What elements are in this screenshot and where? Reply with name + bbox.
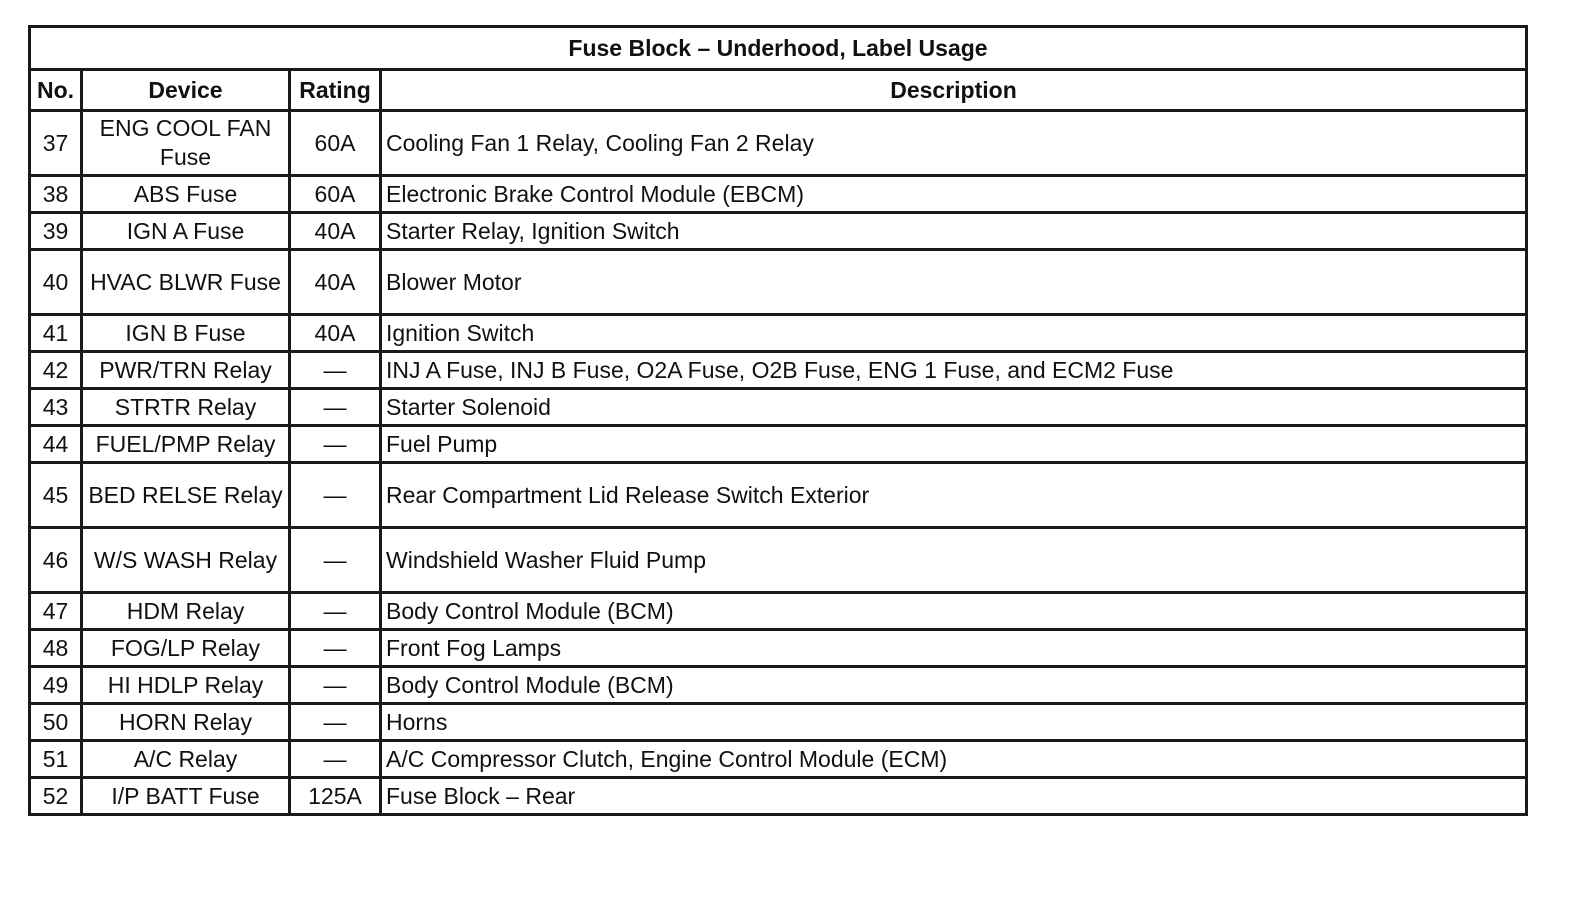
cell-no: 38 bbox=[30, 176, 82, 213]
cell-no: 45 bbox=[30, 463, 82, 528]
table-row bbox=[30, 463, 1527, 528]
cell-rating: 60A bbox=[290, 111, 381, 176]
table-row bbox=[30, 213, 1527, 250]
table-row bbox=[30, 426, 1527, 463]
cell-rating: 40A bbox=[290, 315, 381, 352]
table-row bbox=[30, 111, 1527, 176]
table-row bbox=[30, 778, 1527, 815]
cell-device: HDM Relay bbox=[82, 593, 290, 630]
cell-rating: — bbox=[290, 741, 381, 778]
header-rating: Rating bbox=[290, 70, 381, 111]
cell-rating: — bbox=[290, 704, 381, 741]
cell-description: Rear Compartment Lid Release Switch Exterior bbox=[381, 463, 1527, 528]
cell-no: 37 bbox=[30, 111, 82, 176]
cell-device: FOG/LP Relay bbox=[82, 630, 290, 667]
cell-rating: — bbox=[290, 463, 381, 528]
table-title: Fuse Block – Underhood, Label Usage bbox=[30, 27, 1527, 70]
cell-rating: — bbox=[290, 667, 381, 704]
cell-description: Fuse Block – Rear bbox=[381, 778, 1527, 815]
cell-description: Electronic Brake Control Module (EBCM) bbox=[381, 176, 1527, 213]
cell-device: PWR/TRN Relay bbox=[82, 352, 290, 389]
cell-rating: — bbox=[290, 630, 381, 667]
cell-no: 42 bbox=[30, 352, 82, 389]
table-row bbox=[30, 704, 1527, 741]
cell-device: ABS Fuse bbox=[82, 176, 290, 213]
fuse-table-container bbox=[28, 25, 1528, 816]
cell-rating: — bbox=[290, 528, 381, 593]
cell-rating: — bbox=[290, 389, 381, 426]
table-row bbox=[30, 389, 1527, 426]
cell-no: 46 bbox=[30, 528, 82, 593]
cell-device: BED RELSE Relay bbox=[82, 463, 290, 528]
cell-rating: 125A bbox=[290, 778, 381, 815]
table-row bbox=[30, 352, 1527, 389]
cell-device: FUEL/PMP Relay bbox=[82, 426, 290, 463]
cell-device: STRTR Relay bbox=[82, 389, 290, 426]
cell-description: Horns bbox=[381, 704, 1527, 741]
cell-description: A/C Compressor Clutch, Engine Control Module (ECM) bbox=[381, 741, 1527, 778]
cell-rating: 40A bbox=[290, 213, 381, 250]
table-row bbox=[30, 630, 1527, 667]
header-row bbox=[30, 70, 1527, 111]
table-row bbox=[30, 176, 1527, 213]
table-row bbox=[30, 741, 1527, 778]
cell-device: IGN B Fuse bbox=[82, 315, 290, 352]
cell-no: 49 bbox=[30, 667, 82, 704]
cell-device: A/C Relay bbox=[82, 741, 290, 778]
cell-rating: 40A bbox=[290, 250, 381, 315]
cell-description: INJ A Fuse, INJ B Fuse, O2A Fuse, O2B Fuse, ENG 1 Fuse, and ECM2 Fuse bbox=[381, 352, 1527, 389]
cell-device: IGN A Fuse bbox=[82, 213, 290, 250]
cell-device: HORN Relay bbox=[82, 704, 290, 741]
cell-device: ENG COOL FAN Fuse bbox=[82, 111, 290, 176]
cell-no: 44 bbox=[30, 426, 82, 463]
fuse-block-table bbox=[28, 25, 1528, 816]
table-row bbox=[30, 593, 1527, 630]
cell-description: Fuel Pump bbox=[381, 426, 1527, 463]
cell-description: Starter Solenoid bbox=[381, 389, 1527, 426]
table-row bbox=[30, 667, 1527, 704]
cell-no: 51 bbox=[30, 741, 82, 778]
cell-no: 50 bbox=[30, 704, 82, 741]
header-device: Device bbox=[82, 70, 290, 111]
header-no: No. bbox=[30, 70, 82, 111]
cell-description: Starter Relay, Ignition Switch bbox=[381, 213, 1527, 250]
cell-description: Body Control Module (BCM) bbox=[381, 593, 1527, 630]
cell-device: I/P BATT Fuse bbox=[82, 778, 290, 815]
cell-device: W/S WASH Relay bbox=[82, 528, 290, 593]
cell-no: 39 bbox=[30, 213, 82, 250]
cell-no: 47 bbox=[30, 593, 82, 630]
cell-description: Windshield Washer Fluid Pump bbox=[381, 528, 1527, 593]
cell-rating: — bbox=[290, 593, 381, 630]
table-row bbox=[30, 250, 1527, 315]
cell-rating: 60A bbox=[290, 176, 381, 213]
cell-device: HVAC BLWR Fuse bbox=[82, 250, 290, 315]
cell-device: HI HDLP Relay bbox=[82, 667, 290, 704]
cell-no: 48 bbox=[30, 630, 82, 667]
header-description: Description bbox=[381, 70, 1527, 111]
cell-description: Front Fog Lamps bbox=[381, 630, 1527, 667]
cell-description: Body Control Module (BCM) bbox=[381, 667, 1527, 704]
cell-no: 41 bbox=[30, 315, 82, 352]
cell-description: Blower Motor bbox=[381, 250, 1527, 315]
cell-no: 43 bbox=[30, 389, 82, 426]
cell-no: 52 bbox=[30, 778, 82, 815]
table-row bbox=[30, 315, 1527, 352]
cell-description: Ignition Switch bbox=[381, 315, 1527, 352]
cell-no: 40 bbox=[30, 250, 82, 315]
cell-rating: — bbox=[290, 352, 381, 389]
cell-rating: — bbox=[290, 426, 381, 463]
cell-description: Cooling Fan 1 Relay, Cooling Fan 2 Relay bbox=[381, 111, 1527, 176]
table-row bbox=[30, 528, 1527, 593]
